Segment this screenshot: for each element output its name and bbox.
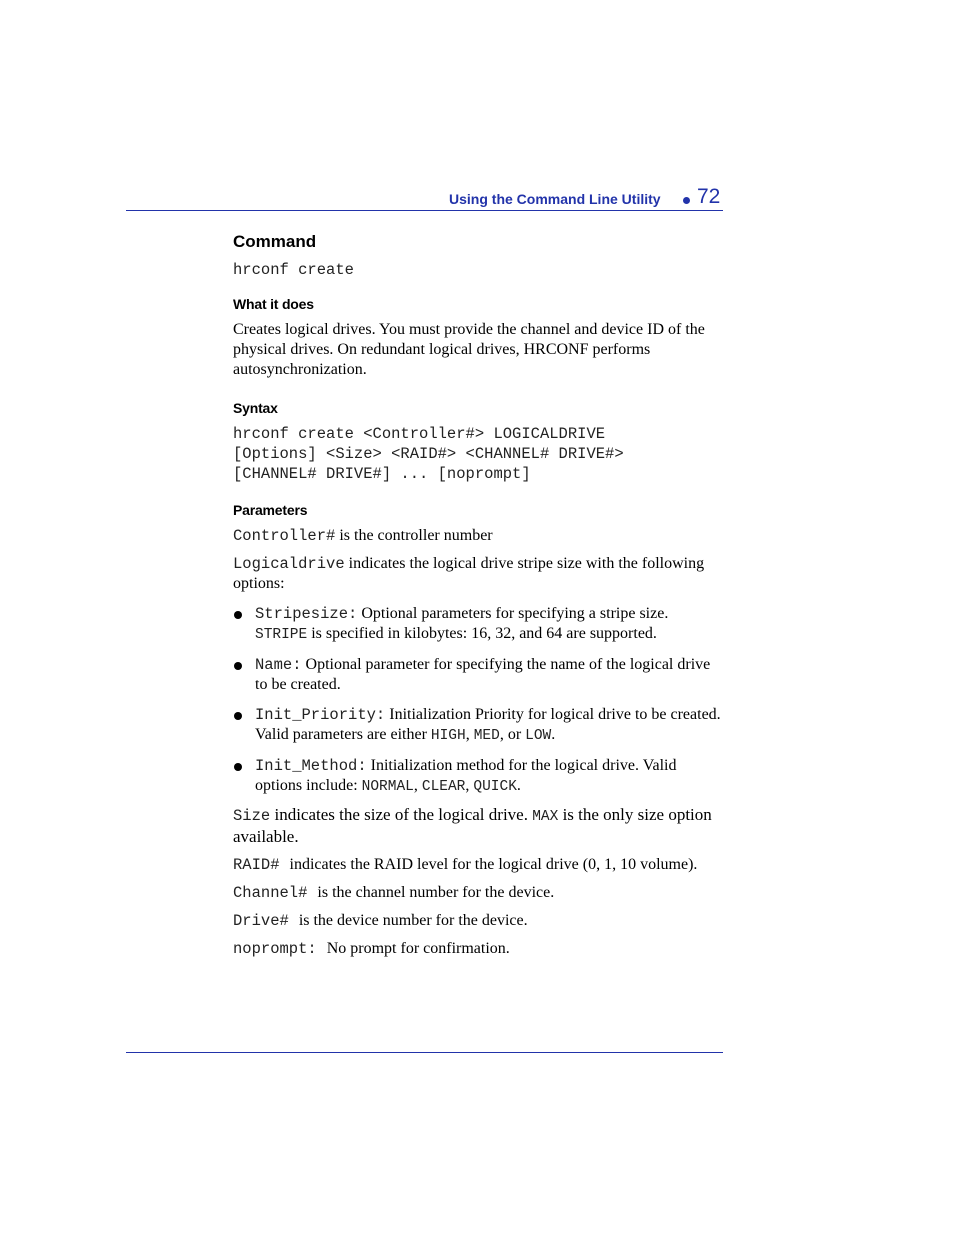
list-item: Init_Method: Initialization method for the logical drive. Valid options include: NORMAL, CLEAR, QUICK. (233, 756, 723, 797)
what-it-does-heading: What it does (233, 296, 314, 312)
what-it-does-text: Creates logical drives. You must provide the channel and device ID of the physical drives. On redundant logical drives, HRCONF performs autosynchronization. (233, 321, 705, 378)
option-text: Optional parameter for specifying the name of the logical drive to be created. (255, 656, 711, 693)
bullet-icon (234, 662, 242, 670)
list-item (233, 655, 723, 695)
bullet-icon (234, 712, 242, 720)
param-size (233, 805, 723, 847)
param-drive (233, 911, 723, 931)
page-number: 72 (697, 185, 721, 208)
option-value: LOW (525, 728, 552, 744)
param-code: Size (233, 807, 271, 825)
syntax-line: hrconf create <Controller#> LOGICALDRIVE (233, 425, 606, 443)
page-content (233, 232, 723, 967)
bullet-icon (234, 611, 242, 619)
footer-rule (126, 1052, 723, 1053)
syntax-line: [CHANNEL# DRIVE#] ... [noprompt] (233, 465, 531, 483)
option-value: CLEAR (421, 779, 466, 795)
param-code: Logicaldrive (233, 555, 345, 573)
option-code: Init_Priority: (255, 706, 386, 724)
option-value: NORMAL (361, 779, 414, 795)
param-text: is the only size option available. (233, 805, 712, 846)
options-list (233, 604, 723, 797)
syntax-line: [Options] <Size> <RAID#> <CHANNEL# DRIVE#> (233, 445, 624, 463)
param-code: Channel# (233, 884, 308, 902)
param-raid (233, 855, 723, 875)
param-channel (233, 883, 723, 903)
param-code: noprompt: (233, 940, 317, 958)
option-code: Stripesize: (255, 605, 358, 623)
param-text: is the device number for the device. (298, 912, 528, 929)
param-text: indicates the size of the logical drive. (274, 805, 528, 824)
option-text: Initialization Priority for logical drive to be created. Valid parameters are either (255, 706, 721, 743)
option-code: Name: (255, 656, 302, 674)
bullet-icon (683, 197, 690, 204)
param-text: is the channel number for the device. (317, 884, 555, 901)
param-noprompt (233, 939, 723, 959)
syntax-heading: Syntax (233, 400, 278, 416)
param-text: No prompt for confirmation. (326, 940, 510, 957)
param-code: RAID# (233, 856, 280, 874)
syntax-block (233, 424, 723, 484)
option-value: MED (473, 728, 500, 744)
header-rule (126, 210, 723, 211)
option-text: Initialization method for the logical drive. Valid options include: (255, 757, 677, 794)
option-value: HIGH (430, 728, 466, 744)
parameters-heading: Parameters (233, 502, 308, 518)
param-text: indicates the logical drive stripe size with the following options: (233, 555, 705, 592)
param-text: indicates the RAID level for the logical drive (0, 1, 10 volume). (289, 856, 698, 873)
option-code: STRIPE (255, 627, 308, 643)
option-text: is specified in kilobytes: 16, 32, and 64 are supported. (311, 625, 657, 642)
param-code: Drive# (233, 912, 289, 930)
command-name: hrconf create (233, 261, 354, 279)
param-code: Controller# (233, 527, 336, 545)
param-controller (233, 526, 723, 546)
list-item (233, 604, 723, 645)
option-code: Init_Method: (255, 757, 367, 775)
command-heading: Command (233, 232, 317, 251)
list-item: Init_Priority: Initialization Priority for logical drive to be created. Valid parameters are either HIGH, MED, or LOW. (233, 705, 723, 746)
running-header-title: Using the Command Line Utility (449, 191, 661, 207)
option-value: QUICK (473, 779, 517, 795)
param-code: MAX (532, 809, 559, 825)
option-text: Optional parameters for specifying a stripe size. (361, 605, 669, 622)
param-text: is the controller number (339, 527, 493, 544)
param-logicaldrive (233, 554, 723, 594)
bullet-icon (234, 763, 242, 771)
